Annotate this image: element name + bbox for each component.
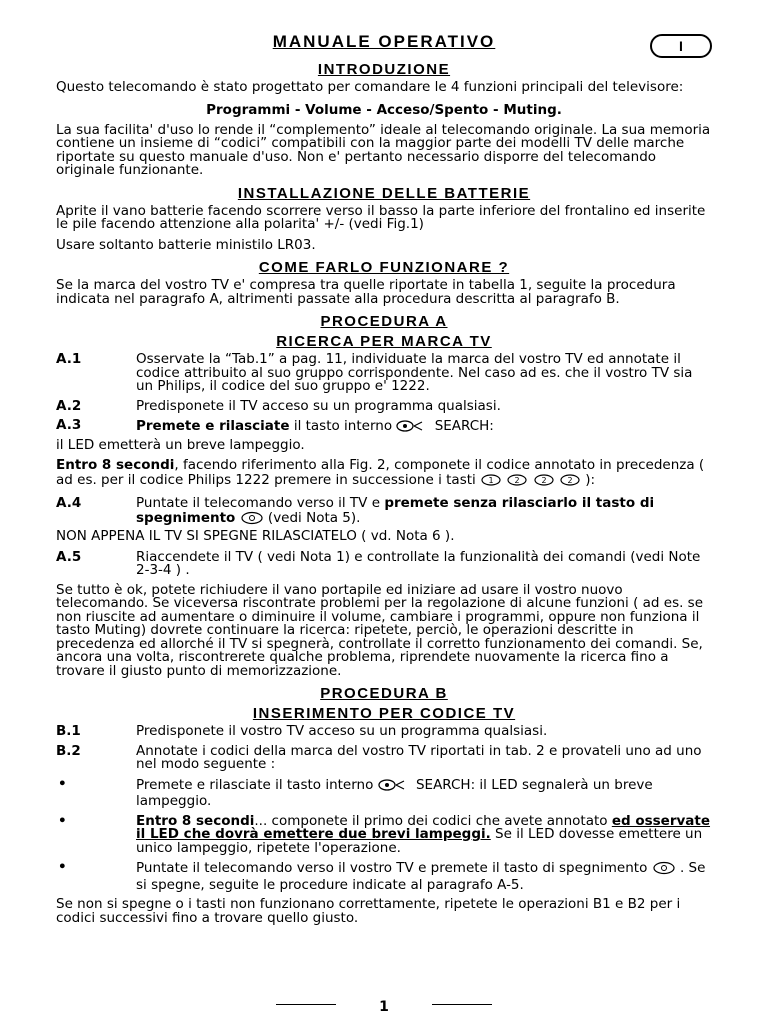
step-key: A.3 (56, 417, 82, 433)
power-key-icon (652, 861, 676, 879)
how-paragraph: Se la marca del vostro TV e' compresa tra quelle riportate in tabella 1, seguite la procedura indicata nel paragrafo A, altrimenti passate alla procedura descritta al paragrafo B. (56, 277, 676, 307)
section-title-batteries: INSTALLAZIONE DELLE BATTERIE (237, 184, 531, 202)
svg-text:1: 1 (488, 475, 494, 485)
key-2-icon (559, 473, 581, 491)
tv-off-note: NON APPENA IL TV SI SPEGNE RILASCIATELO ( vd. Nota 6 ). (56, 528, 455, 544)
section-title-how: COME FARLO FUNZIONARE ? (258, 259, 510, 276)
batteries-paragraph-1: Aprite il vano batterie facendo scorrere verso il basso la parte inferiore del frontalino ed inserite le pile facendo attenzione alla polarita' +/- (vedi Fig.1) (56, 202, 706, 232)
step-a3-bold: Premete e rilasciate (136, 418, 290, 434)
step-b2-text: Annotate i codici della marca del vostro TV riportati in tab. 2 e provateli uno ad uno nel modo seguente : (136, 742, 702, 772)
svg-text:2: 2 (567, 475, 573, 485)
bullet-mark: • (58, 812, 67, 829)
step-b1 (56, 725, 712, 739)
step-a3-text: il tasto interno (293, 418, 393, 434)
step-key: A.5 (56, 548, 82, 565)
bullet-1-text: Premete e rilasciate il tasto interno (136, 776, 374, 793)
entro-8-paragraph: Entro 8 secondi, facendo riferimento alla Fig. 2, componete il codice annotato in precedenza ( ad es. per il codice Philips 1222 premere in successione i tasti 1 2 2 2 ): (56, 459, 712, 490)
bullet-1-text-end: SEARCH: il LED segnalerà un breve lampeggio. (136, 776, 653, 809)
section-title-procedure-b: PROCEDURA B (320, 685, 448, 702)
step-a1-text: Osservate la “Tab.1” a pag. 11, individuate la marca del vostro TV ed annotate il codice attribuito al suo gruppo corrispondente. Nel caso ad es. che il vostro TV sia un Philips, il codice del suo gruppo e' 1222. (136, 351, 693, 394)
step-a3 (56, 419, 712, 437)
procedure-a-conclusion: Se tutto è ok, potete richiudere il vano portapile ed iniziare ad usare il vostro nuovo telecomando. Se viceversa riscontrate problemi per la regolazione di alcune funzioni ( ad es. se non riuscite ad aumentare o diminuire il volume, cambiare i programmi, oppure non funziona il tasto Muting) dovrete continuare la ricerca: ripetete, perciò, le operazioni descritte in precedenza ed allorché il TV si spegnerà, controllate il corretto funzionamento dei comandi. Se, ancora una volta, riscontrerete qualche problema, riprendete nuovamente la ricerca fino a trovare il giusto punto di memorizzazione. (56, 581, 704, 679)
power-key-icon (240, 511, 264, 529)
step-key: A.4 (56, 495, 82, 511)
batteries-paragraph-2: Usare soltanto batterie ministilo LR03. (56, 236, 316, 253)
step-a4-text: Puntate il telecomando verso il TV e (136, 495, 381, 511)
step-key: B.1 (56, 723, 81, 739)
procedure-b-conclusion: Se non si spegne o i tasti non funzionano correttamente, ripetete le operazioni B1 e B2 per i codici successivi fino a trovare quello giusto. (56, 896, 681, 926)
key-2-icon (533, 473, 555, 491)
language-badge: I (650, 34, 712, 58)
key-2-icon (506, 473, 528, 491)
section-subtitle-procedure-b: INSERIMENTO PER CODICE TV (252, 705, 516, 722)
section-subtitle-procedure-a: RICERCA PER MARCA TV (276, 333, 492, 350)
step-a2-text: Predisponete il TV acceso su un programma qualsiasi. (136, 397, 501, 414)
intro-functions: Programmi - Volume - Acceso/Spento - Muting. (206, 101, 562, 118)
bullet-1 (56, 775, 712, 809)
intro-paragraph-2: La sua facilita' d'uso lo rende il “complemento” ideale al telecomando originale. La sua memoria contiene un insieme di “codici” compatibili con la maggior parte dei modelli TV delle marche riportate su questo manuale d'uso. Non e' pertanto necessario disporre del telecomando originale funzionante. (56, 121, 711, 178)
section-title-procedure-a: PROCEDURA A (320, 313, 448, 330)
search-label: SEARCH: (434, 418, 494, 434)
footer-rule-left (276, 1004, 336, 1005)
bullet-mark: • (58, 775, 67, 792)
section-title-intro: INTRODUZIONE (317, 61, 451, 78)
step-a2 (56, 397, 712, 414)
bullet-3-text-end: . Se si spegne, seguite le procedure indicate al paragrafo A-5. (136, 860, 706, 893)
search-key-icon (396, 419, 430, 437)
bullet-3 (56, 861, 712, 892)
step-a1 (56, 353, 712, 394)
led-note: il LED emetterà un breve lampeggio. (56, 436, 305, 453)
step-a4-bold: premete senza rilasciarlo il tasto di spegnimento (136, 495, 655, 526)
title-row (56, 30, 712, 58)
page-title: MANUALE OPERATIVO (272, 32, 496, 51)
step-a4 (56, 497, 712, 528)
key-1-icon (480, 473, 502, 491)
intro-paragraph-1: Questo telecomando è stato progettato per comandare le 4 funzioni principali del televisore: (56, 79, 684, 95)
bullet-2: • Entro 8 secondi... componete il primo dei codici che avete annotato ed osservate il LED che dovrà emettere due brevi lampeggi. Se il LED dovesse emettere un unico lampeggio, ripetete l'operazione. (58, 812, 711, 856)
footer-rule-right (432, 1004, 492, 1005)
bullet-mark: • (58, 859, 67, 875)
step-b2 (56, 742, 712, 772)
step-b1-text: Predisponete il vostro TV acceso su un programma qualsiasi. (136, 723, 548, 739)
step-key: B.2 (56, 742, 81, 759)
page-number: 1 (379, 999, 389, 1015)
manual-page (56, 30, 712, 932)
step-a4-note: (vedi Nota 5). (267, 509, 361, 526)
step-a5-text: Riaccendete il TV ( vedi Nota 1) e controllate la funzionalità dei comandi (vedi Note 2-3-4 ) . (136, 548, 701, 578)
bullet-3-text: Puntate il telecomando verso il vostro TV e premete il tasto di spegnimento (136, 860, 648, 876)
svg-text:2: 2 (541, 475, 547, 485)
step-a5 (56, 548, 712, 578)
search-key-icon (378, 778, 412, 796)
svg-text:2: 2 (514, 475, 520, 485)
page-footer (0, 996, 768, 1015)
step-key: A.2 (56, 397, 82, 414)
step-key: A.1 (56, 351, 82, 367)
